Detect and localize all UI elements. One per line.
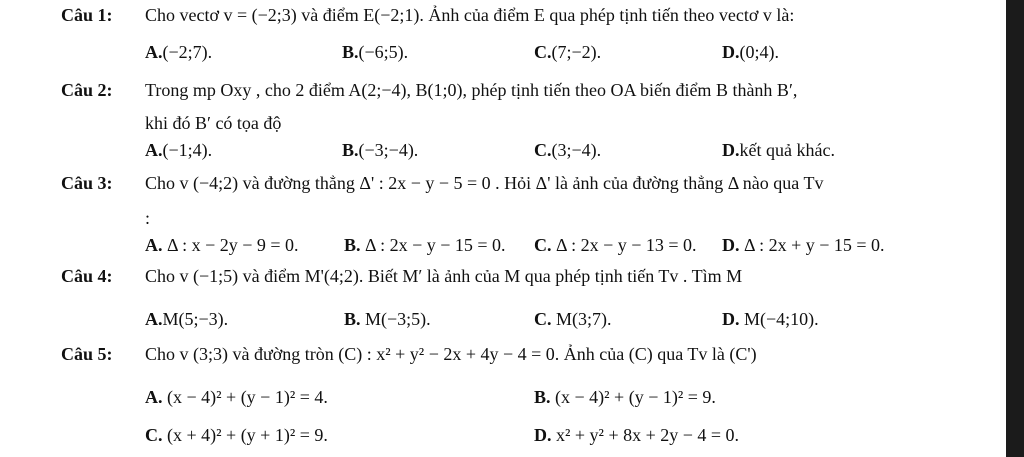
- question-3-option-a[interactable]: [145, 234, 299, 256]
- question-1-option-c[interactable]: [534, 41, 601, 63]
- option-text: Δ : 2x + y − 15 = 0.: [744, 235, 885, 255]
- option-letter: D.: [722, 140, 740, 160]
- option-text: (−2;7).: [162, 42, 213, 62]
- option-letter: B.: [344, 309, 361, 329]
- question-3-label: Câu 3:: [61, 173, 113, 193]
- option-letter: D.: [722, 309, 740, 329]
- question-2-option-b[interactable]: [342, 139, 418, 161]
- option-letter: D.: [534, 425, 552, 445]
- right-edge-bar: [1006, 0, 1024, 457]
- option-letter: A.: [145, 235, 163, 255]
- question-4-option-d[interactable]: [722, 308, 819, 330]
- question-5-option-b[interactable]: [534, 386, 716, 408]
- option-text: (x − 4)² + (y − 1)² = 4.: [167, 387, 328, 407]
- question-3-text: Cho v (−4;2) và đường thẳng Δ' : 2x − y − 5 = 0 . Hỏi Δ' là ảnh của đường thẳng Δ nào qua Tv: [145, 173, 824, 193]
- option-letter: B.: [534, 387, 551, 407]
- question-4-option-b[interactable]: [344, 308, 431, 330]
- option-text: (x − 4)² + (y − 1)² = 9.: [555, 387, 716, 407]
- question-3-text-continued: :: [145, 208, 151, 228]
- question-2-option-d[interactable]: [722, 139, 835, 161]
- question-1-text: Cho vectơ v = (−2;3) và điểm E(−2;1). Ảnh của điểm E qua phép tịnh tiến theo vectơ v là:: [145, 5, 795, 25]
- option-text: M(−4;10).: [744, 309, 819, 329]
- option-text: M(5;−3).: [162, 309, 229, 329]
- option-text: Δ : 2x − y − 15 = 0.: [365, 235, 506, 255]
- option-letter: D.: [722, 235, 740, 255]
- question-1-option-d[interactable]: [722, 41, 779, 63]
- question-2-option-a[interactable]: [145, 139, 212, 161]
- question-5-text: Cho v (3;3) và đường tròn (C) : x² + y² − 2x + 4y − 4 = 0. Ảnh của (C) qua Tv là (C'): [145, 344, 757, 364]
- option-letter: A.: [145, 42, 163, 62]
- question-2-text: Trong mp Oxy , cho 2 điểm A(2;−4), B(1;0), phép tịnh tiến theo OA biến điểm B thành B′,: [145, 80, 798, 100]
- option-letter: A.: [145, 140, 163, 160]
- option-letter: B.: [342, 140, 359, 160]
- option-text: (x + 4)² + (y + 1)² = 9.: [167, 425, 328, 445]
- question-3-option-d[interactable]: [722, 234, 885, 256]
- option-letter: D.: [722, 42, 740, 62]
- option-letter: C.: [534, 235, 552, 255]
- option-text: x² + y² + 8x + 2y − 4 = 0.: [556, 425, 740, 445]
- option-text: Δ : 2x − y − 13 = 0.: [556, 235, 697, 255]
- question-1-option-b[interactable]: [342, 41, 408, 63]
- question-2-option-c[interactable]: [534, 139, 601, 161]
- question-2-label: Câu 2:: [61, 80, 113, 100]
- option-letter: C.: [534, 140, 552, 160]
- option-text: (−3;−4).: [358, 140, 419, 160]
- option-text: kết quả khác.: [739, 140, 835, 160]
- option-letter: B.: [344, 235, 361, 255]
- option-letter: A.: [145, 387, 163, 407]
- question-2-text-continued: khi đó B′ có tọa độ: [145, 113, 282, 133]
- question-3-option-c[interactable]: [534, 234, 697, 256]
- question-4-text: Cho v (−1;5) và điểm M'(4;2). Biết M′ là ảnh của M qua phép tịnh tiến Tv . Tìm M: [145, 266, 743, 286]
- option-text: Δ : x − 2y − 9 = 0.: [167, 235, 299, 255]
- question-5-option-d[interactable]: [534, 424, 739, 446]
- question-4-label: Câu 4:: [61, 266, 113, 286]
- option-text: (3;−4).: [551, 140, 602, 160]
- option-text: (0;4).: [739, 42, 779, 62]
- question-4-option-c[interactable]: [534, 308, 612, 330]
- question-3-option-b[interactable]: [344, 234, 506, 256]
- question-4-option-a[interactable]: [145, 308, 228, 330]
- option-letter: C.: [145, 425, 163, 445]
- option-text: (−1;4).: [162, 140, 213, 160]
- question-1-label: Câu 1:: [61, 5, 113, 25]
- option-letter: C.: [534, 42, 552, 62]
- option-letter: B.: [342, 42, 359, 62]
- option-text: M(−3;5).: [365, 309, 431, 329]
- option-text: (−6;5).: [358, 42, 409, 62]
- option-text: M(3;7).: [556, 309, 612, 329]
- option-text: (7;−2).: [551, 42, 602, 62]
- question-5-label: Câu 5:: [61, 344, 113, 364]
- question-5-option-c[interactable]: [145, 424, 328, 446]
- question-1-option-a[interactable]: [145, 41, 212, 63]
- option-letter: C.: [534, 309, 552, 329]
- question-5-option-a[interactable]: [145, 386, 328, 408]
- option-letter: A.: [145, 309, 163, 329]
